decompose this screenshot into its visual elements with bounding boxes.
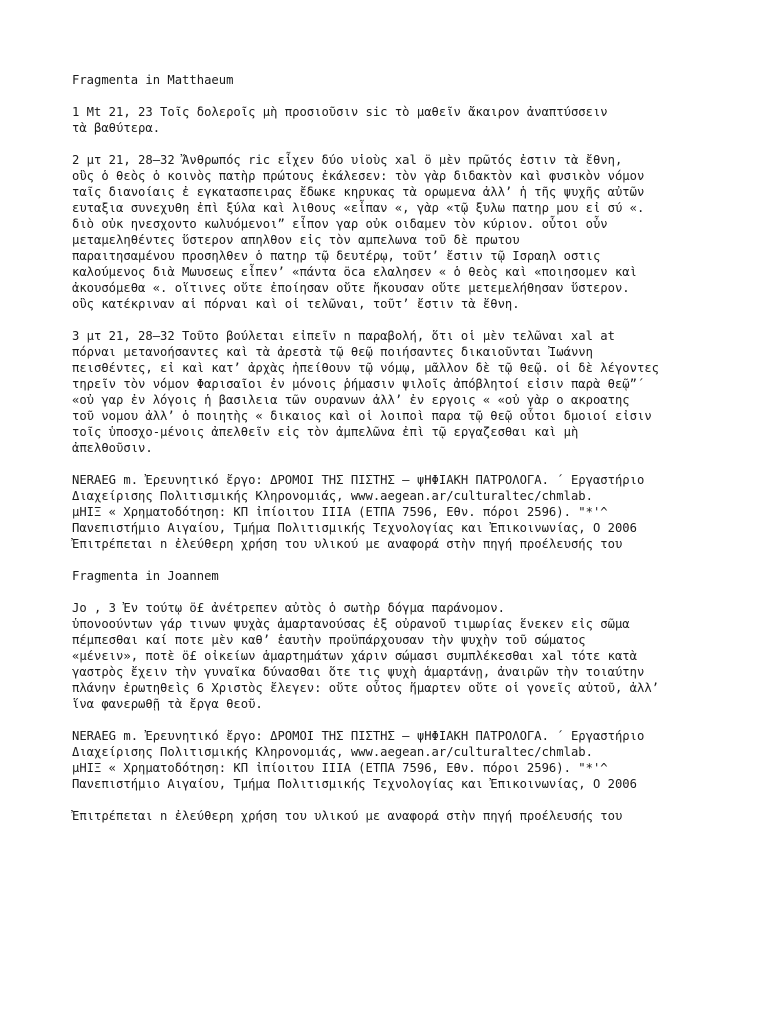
text-line: γαστρὸς ἔχειν τὴν γυναῖκα δύνασθαι ὅτε τις ψυχὴ ἁμαρτάνῃ, ἀναιρῶν τὴν τοιαύτην: [72, 665, 645, 679]
text-line: μΗΙΞ « Χρηματοδότηση: ΚΠ ἰπίοιτου ΙΙΙΑ (ΕΤΠΑ 7596, Εθν. πόροι 2596). "*'^: [72, 761, 608, 775]
text-line: Ἐπιτρέπεται n ἐλεύθερη χρήση του υλικού με αναφορά στὴν πηγή προέλευσής του: [72, 537, 623, 551]
text-line: τηρεῖν τὸν νόμον Φαρισαῖοι ἐν μόνοις ῥήμασιν ψιλοῖς ἀπόβλητοί εἰσιν παρὰ θεῷ”΄: [72, 377, 645, 391]
text-line: Διαχείρισης Πολιτισμικής Κληρονομιάς, www.aegean.ar/culturaltec/chmlab.: [72, 489, 593, 503]
text-line: Διαχείρισης Πολιτισμικής Κληρονομιάς, www.aegean.ar/culturaltec/chmlab.: [72, 745, 593, 759]
text-line: NERAEG m. Ἐρευνητικό ἔργο: ΔΡΟΜΟΙ ΤΗΣ ΠΙΣΤΗΣ — ψΗΦΙΑΚΗ ΠΑΤΡΟΛΟΓΑ. ΄ Εργαστήριο: [72, 729, 645, 743]
text-line: Πανεπιστήμιο Αιγαίου, Τμήμα Πολιτισμικής Τεχνολογίας και Ἐπικοινωνίας, Ο 2006: [72, 777, 637, 791]
section-heading-matthaeum: [72, 72, 712, 88]
text-line: παραιτησαμένου προσηλθεν ὁ πατηρ τῷ δευτέρῳ, τοῦτ’ ἔστιν τῷ Ισραηλ οστις: [72, 249, 601, 263]
text-line: «οὐ γαρ ἐν λόγοις ἡ βασιλεια τῶν ουρανων ἀλλ’ ἐν εργοις « «οὐ γὰρ ο ακροατης: [72, 393, 630, 407]
text-line: ταῖς διανοίαις ἐ εγκατασπειρας ἔδωκε κηρυκας τὰ ορωμενα ἀλλ’ ἡ τῆς ψυχῆς αὐτῶν: [72, 185, 645, 199]
text-line: τοῖς ὑποσχο-μένοις ἀπελθεῖν εἰς τὸν ἀμπελῶνα ἐπὶ τῷ εργαζεσθαι καὶ μὴ: [72, 425, 579, 439]
text-line: Ἐπιτρέπεται n ἐλεύθερη χρήση του υλικού με αναφορά στὴν πηγή προέλευσής του: [72, 809, 623, 823]
text-line: πλάνην ἐρωτηθεὶς 6 Χριστὸς ἔλεγεν: οὔτε οὗτος ἥμαρτεν οὔτε οἱ γονεῖς αὐτοῦ, ἀλλ’: [72, 681, 659, 695]
text-line: πεισθέντες, εἰ καὶ κατ’ ἀρχὰς ἠπείθουν τῷ νόμῳ, μᾶλλον δὲ τῷ θεῷ. οἱ δὲ λέγοντες: [72, 361, 659, 375]
text-line: ἵνα φανερωθῇ τὰ ἔργα θεοῦ.: [72, 697, 263, 711]
text-line: Πανεπιστήμιο Αιγαίου, Τμήμα Πολιτισμικής Τεχνολογίας και Ἐπικοινωνίας, Ο 2006: [72, 521, 637, 535]
text-line: Fragmenta in Matthaeum: [72, 73, 234, 87]
text-line: τὰ βαθύτερα.: [72, 121, 161, 135]
credits-block-2: [72, 728, 712, 792]
fragment-paragraph-jo: [72, 600, 712, 712]
fragment-paragraph-2: [72, 152, 712, 312]
text-line: ευταξια συνεχυθη ἐπὶ ξύλα καὶ λιθους «εἶπαν «, γὰρ «τῷ ξυλω πατηρ μου εἰ σύ «.: [72, 201, 645, 215]
text-line: «μένειν», ποτὲ ö£ οἰκείων ἁμαρτημάτων χάριν σώμασι συμπλέκεσθαι xal τότε κατὰ: [72, 649, 637, 663]
text-line: μΗΙΞ « Χρηματοδότηση: ΚΠ ἰπίοιτου ΙΙΙΑ (ΕΤΠΑ 7596, Εθν. πόροι 2596). "*'^: [72, 505, 608, 519]
text-line: καλούμενος διὰ Μωυσεως εἶπεν’ «πάντα öca ελαλησεν « ὁ θεὸς καὶ «ποιησομεν καὶ: [72, 265, 637, 279]
text-line: 1 Mt 21, 23 Τοῖς δολεροῖς μὴ προσιοῦσιν sic τὸ μαθεῖν ἄκαιρον ἀναπτύσσειν: [72, 105, 608, 119]
text-line: πέμπεσθαι καί ποτε μὲν καθ’ ἑαυτὴν προϋπάρχουσαν τὴν ψυχὴν τοῦ σώματος: [72, 633, 586, 647]
text-line: ἀκουσόμεθα «. οἵτινες οὔτε ἐποίησαν οὔτε ἤκουσαν οὔτε μετεμελήθησαν ὕστερον.: [72, 281, 630, 295]
fragment-paragraph-3: [72, 328, 712, 456]
text-line: διὸ οὐκ ηνεσχοντο κωλυόμενοι” εἶπον γαρ οὐκ οιδαμεν τὸν κύριον. οὗτοι οὖν: [72, 217, 608, 231]
document-page: [72, 72, 712, 840]
text-line: 3 μτ 21, 28—32 Τοῦτο βούλεται εἰπεῖν n παραβολή, ὅτι οἱ μὲν τελῶναι xal at: [72, 329, 615, 343]
section-heading-joannem: [72, 568, 712, 584]
permission-notice: [72, 808, 712, 824]
text-line: πόρναι μετανοήσαντες καὶ τὰ ἀρεστὰ τῷ θεῷ ποιήσαντες δικαιοῦνται Ἰωάννη: [72, 345, 593, 359]
text-line: NERAEG m. Ἐρευνητικό ἔργο: ΔΡΟΜΟΙ ΤΗΣ ΠΙΣΤΗΣ — ψΗΦΙΑΚΗ ΠΑΤΡΟΛΟΓΑ. ΄ Εργαστήριο: [72, 473, 645, 487]
text-line: 2 μτ 21, 28—32 Ἄνθρωπός ric εἶχεν δύο υἱοὺς xal ö μὲν πρῶτός ἐστιν τὰ ἔθνη,: [72, 153, 623, 167]
text-line: ἀπελθοῦσιν.: [72, 441, 153, 455]
text-line: μεταμεληθέντες ὕστερον απηλθον εἰς τὸν αμπελωνα τοῦ δὲ πρωτου: [72, 233, 520, 247]
text-line: τοῦ νομου ἀλλ’ ὁ ποιητὴς « δικαιος καὶ οἱ λοιποὶ παρα τῷ θεῷ οὗτοι δμοιοί εἰσιν: [72, 409, 652, 423]
text-line: οὓς κατέκριναν αἱ πόρναι καὶ οἱ τελῶναι, τοῦτ’ ἔστιν τὰ ἔθνη.: [72, 297, 520, 311]
text-line: οὓς ὁ θεὸς ὁ κοινὸς πατὴρ πρώτους ἐκάλεσεν: τὸν γὰρ διδακτὸν καὶ φυσικὸν νόμον: [72, 169, 645, 183]
credits-block-1: [72, 472, 712, 552]
fragment-paragraph-1: [72, 104, 712, 136]
text-line: Jo , 3 Ἐν τούτῳ ö£ ἀνέτρεπεν αὐτὸς ὁ σωτὴρ δόγμα παράνομον.: [72, 601, 505, 615]
text-line: ὑπονοούντων γάρ τινων ψυχὰς ἁμαρτανούσας ἐξ οὐρανοῦ τιμωρίας ἕνεκεν εἰς σῶμα: [72, 617, 630, 631]
text-line: Fragmenta in Joannem: [72, 569, 219, 583]
